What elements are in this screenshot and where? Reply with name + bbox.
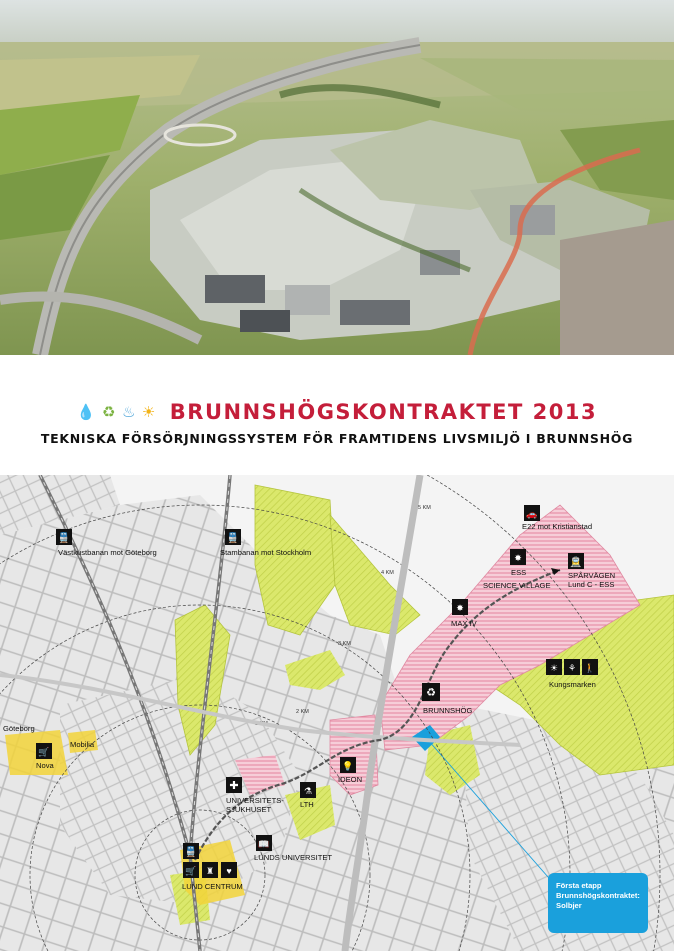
page-subtitle: TEKNISKA FÖRSÖRJNINGSSYSTEM FÖR FRAMTIDENS LIVSMILJÖ I BRUNNSHÖG: [40, 431, 634, 446]
distance-label-2: 2 KM: [296, 709, 309, 715]
solbjer-callout: [548, 873, 648, 933]
svg-text:✚: ✚: [229, 780, 239, 792]
svg-text:☀: ☀: [549, 663, 559, 673]
svg-text:⚗: ⚗: [303, 786, 313, 796]
svg-text:🚆: 🚆: [184, 847, 198, 858]
distance-label-1: 1 KM: [255, 721, 268, 727]
label-universitets: UNIVERSITETS-: [226, 796, 284, 805]
tram-icon: [568, 553, 584, 569]
aerial-photo: [0, 0, 674, 355]
svg-text:🛒: 🛒: [185, 866, 197, 876]
label-kungsmarken: Kungsmarken: [549, 680, 596, 689]
title-row: [0, 400, 674, 424]
recycle-icon-brunnshog: [422, 683, 440, 701]
callout-line-2: Brunnshögskontraktet:: [556, 891, 640, 900]
label-lth: LTH: [300, 800, 314, 809]
utility-icons: [77, 403, 157, 422]
water-drop-icon: 💧: [76, 403, 96, 421]
svg-text:⚘: ⚘: [567, 663, 577, 673]
lightbulb-icon: [340, 757, 356, 773]
page-title: BRUNNSHÖGSKONTRAKTET 2013: [169, 400, 598, 424]
label-ess: ESS: [511, 568, 527, 577]
distance-label-4: 4 KM: [381, 570, 394, 576]
label-stambanan: Stambanan mot Stockholm: [220, 548, 312, 557]
svg-text:✸: ✸: [456, 603, 464, 613]
hospital-icon: [226, 777, 242, 793]
ess-icon: [510, 549, 526, 565]
svg-text:♻: ♻: [426, 687, 436, 699]
svg-text:💡: 💡: [342, 761, 354, 771]
label-vastkustbanan: Västkustbanan mot Göteborg: [58, 548, 157, 557]
label-lund-centrum: LUND CENTRUM: [182, 882, 243, 891]
train-icon-vastkust: [56, 529, 72, 545]
label-brunnshog: BRUNNSHÖG: [423, 706, 473, 715]
svg-text:✸: ✸: [514, 553, 522, 563]
label-nova: Nova: [36, 761, 54, 770]
svg-text:🚊: 🚊: [569, 557, 583, 568]
label-science-village: SCIENCE VILLAGE: [483, 581, 551, 590]
distance-label-3: 3 KM: [338, 641, 351, 647]
svg-text:🛒: 🛒: [38, 747, 50, 757]
svg-text:📖: 📖: [258, 839, 270, 849]
kungsmarken-icons: [546, 659, 598, 675]
shopping-cart-icon: [36, 743, 52, 759]
sun-energy-icon: ☀: [141, 403, 156, 421]
svg-text:🚆: 🚆: [57, 533, 71, 544]
label-goteborg: Göteborg: [3, 724, 35, 733]
lab-flask-icon: [300, 782, 316, 798]
svg-text:🚗: 🚗: [526, 509, 538, 519]
max-iv-icon: [452, 599, 468, 615]
svg-text:♜: ♜: [205, 866, 215, 876]
label-sparvagen-route: Lund C - ESS: [568, 580, 615, 589]
distance-label-5: 5 KM: [418, 505, 431, 511]
label-sjukhuset: SJUKHUSET: [226, 805, 272, 814]
label-max-iv: MAX IV: [451, 619, 477, 628]
svg-text:♥: ♥: [226, 866, 232, 876]
label-sparvagen: SPÅRVÄGEN: [568, 571, 616, 580]
district-heating-icon: ♨: [121, 403, 136, 421]
label-e22: E22 mot Kristianstad: [522, 522, 593, 531]
label-ideon: IDEON: [338, 775, 363, 784]
train-icon-stambanan: [225, 529, 241, 545]
callout-line-3: Solbjer: [556, 901, 582, 910]
label-mobilia: Mobilia: [70, 740, 95, 749]
callout-line-1: Första etapp: [556, 881, 602, 890]
label-lunds-universitet: LUNDS UNIVERSITET: [254, 853, 333, 862]
car-icon: [524, 505, 540, 521]
recycle-icon: ♻: [102, 403, 116, 421]
svg-text:🚶: 🚶: [584, 663, 596, 673]
header: [0, 355, 674, 475]
svg-text:🚆: 🚆: [226, 533, 240, 544]
book-icon: [256, 835, 272, 851]
